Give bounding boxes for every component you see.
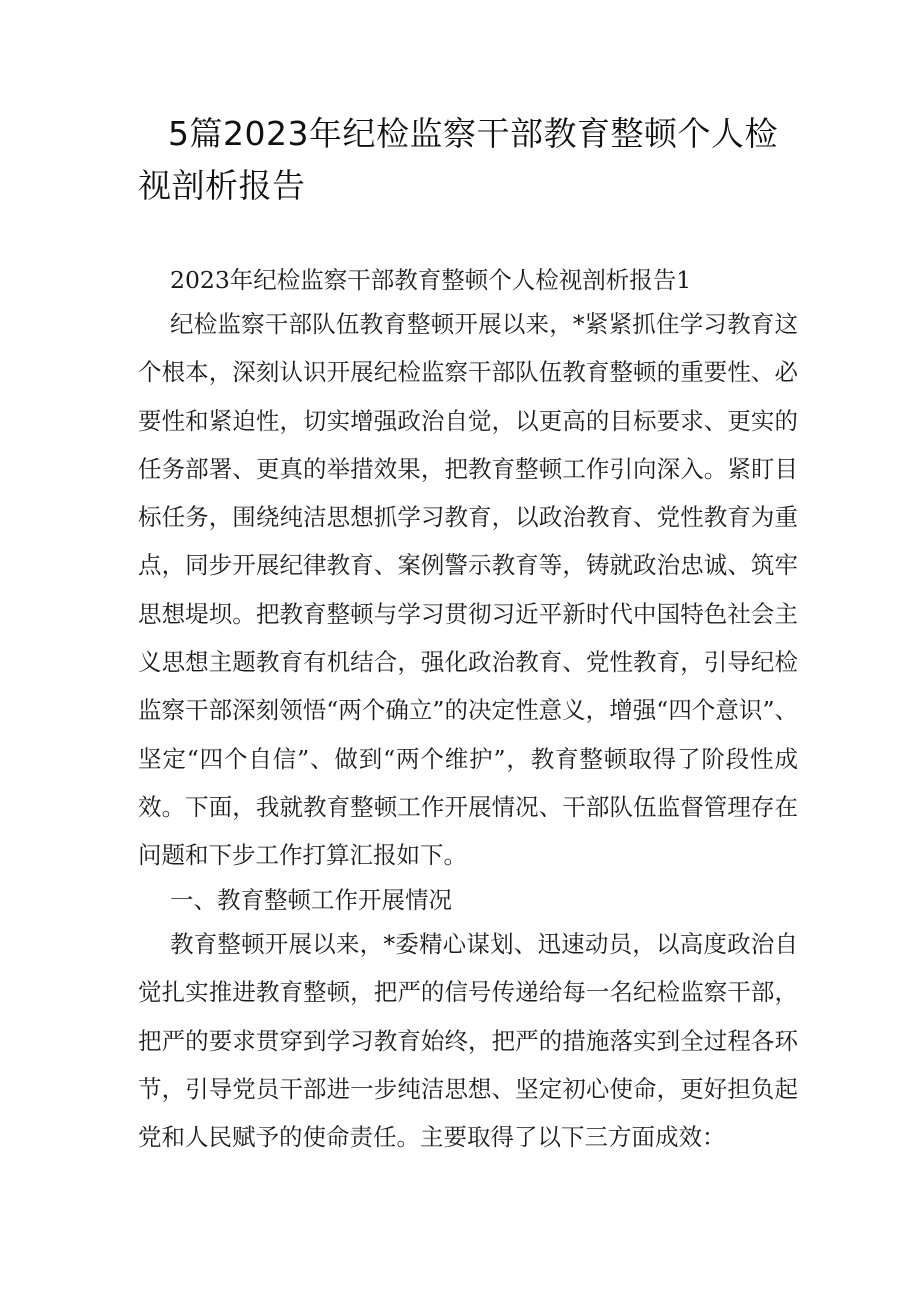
paragraph-intro: 纪检监察干部队伍教育整顿开展以来，*紧紧抓住学习教育这个根本，深刻认识开展纪检监察干部队伍教育整顿的重要性、必要性和紧迫性，切实增强政治自觉，以更高的目标要求、更实的任务部署、更真的举措效果，把教育整顿工作引向深入。紧盯目标任务，围绕纯洁思想抓学习教育，以政治教育、党性教育为重点，同步开展纪律教育、案例警示教育等，铸就政治忠诚、筑牢思想堤坝。把教育整顿与学习贯彻习近平新时代中国特色社会主义思想主题教育有机结合，强化政治教育、党性教育，引导纪检监察干部深刻领悟“两个确立”的决定性意义，增强“四个意识”、坚定“四个自信”、做到“两个维护”，教育整顿取得了阶段性成效。下面，我就教育整顿工作开展情况、干部队伍监督管理存在问题和下步工作打算汇报如下。 xyxy=(138,310,798,870)
document-title: 5篇2023年纪检监察干部教育整顿个人检视剖析报告 xyxy=(138,114,778,205)
paragraph-section-1: 教育整顿开展以来，*委精心谋划、迅速动员，以高度政治自觉扎实推进教育整顿，把严的信号传递给每一名纪检监察干部，把严的要求贯穿到学习教育始终，把严的措施落实到全过程各环节，引导党员干部进一步纯洁思想、坚定初心使命，更好担负起党和人民赋予的使命责任。主要取得了以下三方面成效： xyxy=(138,930,798,1152)
report-subtitle: 2023年纪检监察干部教育整顿个人检视剖析报告1 xyxy=(170,266,692,294)
section-heading-1: 一、教育整顿工作开展情况 xyxy=(170,886,452,914)
